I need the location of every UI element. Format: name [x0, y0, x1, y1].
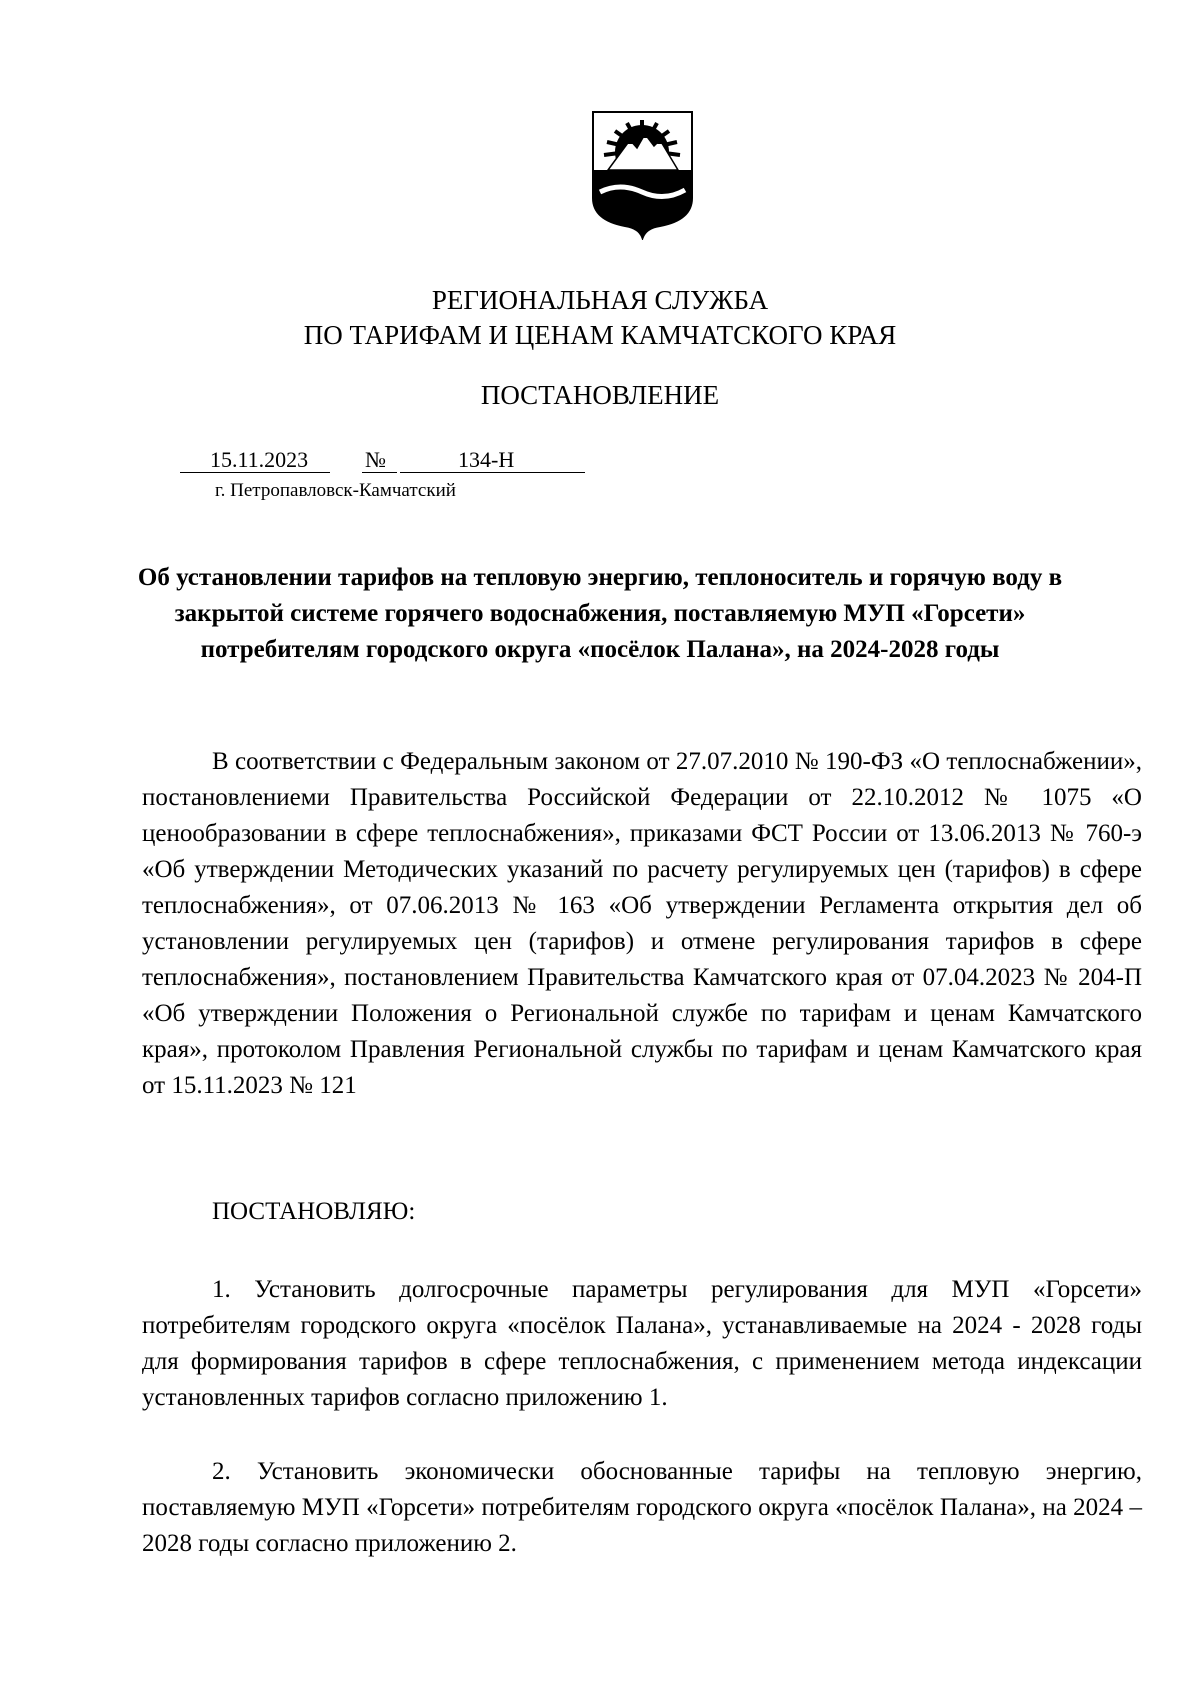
document-number: 134-Н — [458, 447, 515, 472]
number-sign: № — [365, 447, 386, 472]
preamble-paragraph: В соответствии с Федеральным законом от 27.07.2010 № 190-ФЗ «О теплоснабжении», постановлениеми Правительства Российской Федерации от 22.10.2012 № 1075 «О ценообразовании в сфере теплоснабжения», приказами ФСТ России от 13.06.2013 № 760-э «Об утверждении Методических указаний по расчету регулируемых цен (тарифов) в сфере теплоснабжения», от 07.06.2013 № 163 «Об утверждении Регламента открытия дел об установлении регулируемых цен (тарифов) и отмене регулирования тарифов в сфере теплоснабжения», постановлением Правительства Камчатского края от 07.04.2023 № 204-П «Об утверждении Положения о Региональной службе по тарифам и ценам Камчатского края», протоколом Правления Региональной службы по тарифам и ценам Камчатского края от 15.11.2023 № 121 — [142, 748, 1142, 1099]
decree-heading: ПОСТАНОВЛЯЮ: — [212, 1198, 416, 1225]
issue-city: г. Петропавловск-Камчатский — [215, 480, 456, 501]
number-underline — [400, 472, 585, 473]
document-title: Об установлении тарифов на тепловую энергию, теплоноситель и горячую воду в закрытой системе горячего водоснабжения, поставляемую МУП «Горсети» потребителям городского округа «посёлок Палана», на 2024-2028 годы — [137, 564, 1063, 663]
kamchatka-coat-of-arms-emblem — [590, 110, 695, 240]
clause-2: 2. Установить экономически обоснованные тарифы на тепловую энергию, поставляемую МУП «Горсети» потребителям городского округа «посёлок Палана», на 2024 – 2028 годы согласно приложению 2. — [142, 1458, 1142, 1557]
document-date: 15.11.2023 — [210, 447, 309, 472]
clause-1: 1. Установить долгосрочные параметры регулирования для МУП «Горсети» потребителям городского округа «посёлок Палана», устанавливаемые на 2024 - 2028 годы для формирования тарифов в сфере теплоснабжения, с применением метода индексации установленных тарифов согласно приложению 1. — [142, 1276, 1142, 1411]
number-sign-underline — [362, 472, 397, 473]
agency-name-line2: ПО ТАРИФАМ И ЦЕНАМ КАМЧАТСКОГО КРАЯ — [303, 320, 897, 350]
agency-name-line1: РЕГИОНАЛЬНАЯ СЛУЖБА — [431, 285, 769, 315]
document-type: ПОСТАНОВЛЕНИЕ — [480, 380, 720, 410]
date-underline — [180, 472, 330, 473]
